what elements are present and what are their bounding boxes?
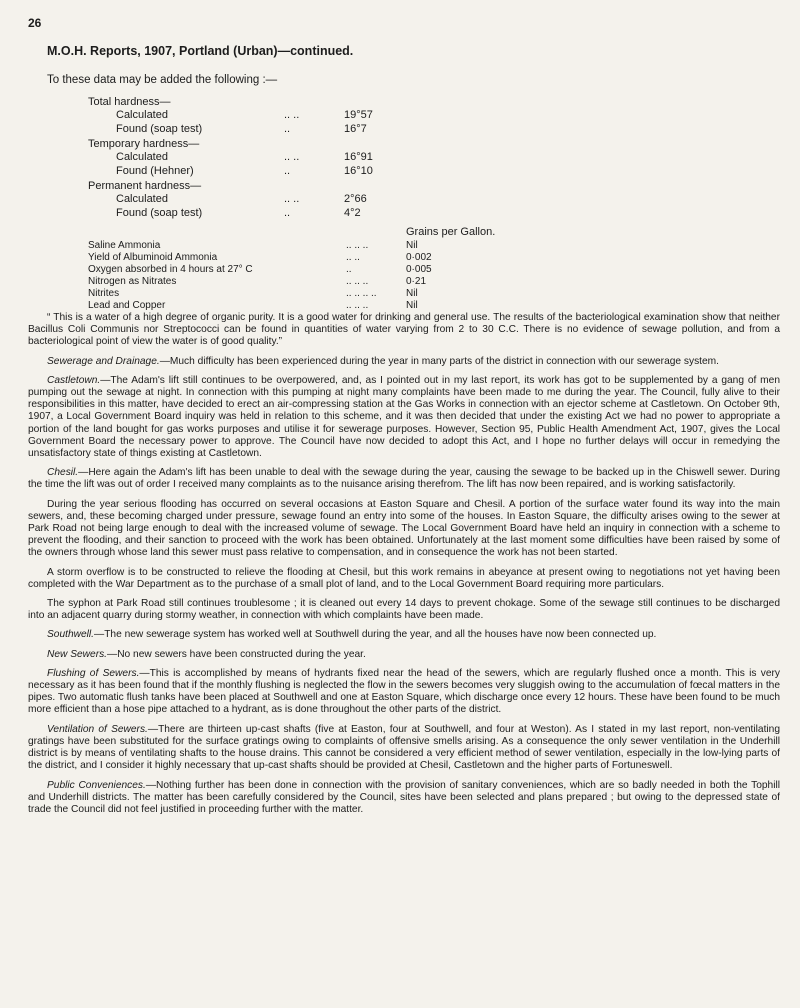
hardness-label: Found (soap test)	[116, 122, 203, 135]
hardness-table	[88, 96, 780, 220]
hardness-value: 2°66	[344, 193, 367, 205]
analysis-row	[88, 240, 780, 252]
hardness-row	[88, 193, 780, 207]
analysis-row	[88, 252, 780, 264]
leader-dots: .. ..	[284, 109, 300, 121]
analysis-label: Yield of Albuminoid Ammonia	[88, 252, 218, 263]
hardness-row	[88, 165, 780, 179]
analysis-value: 0·005	[406, 264, 432, 275]
paragraph-heading: Southwell.	[47, 629, 95, 641]
paragraph-text: —Here again the Adam's lift has been unable to deal with the sewage during the year, causing the sewage to be backed up in the Chiswell sewer. During the time the lift was out of order I received many complaints as to the nuisance arising therefrom. The lift has now been repaired, and is working satisfactorily.	[28, 467, 780, 491]
new-sewers-paragraph	[28, 649, 780, 661]
hardness-row	[88, 207, 780, 221]
hardness-value: 16°10	[344, 164, 373, 177]
paragraph-text: The syphon at Park Road still continues troublesome ; it is cleaned out every 14 days to prevent chokage. Some of the sewage still continues to be discharged into an adjacent quarry during stormy weather, in connection with which complaints have been made.	[28, 598, 780, 622]
ventilation-paragraph	[28, 724, 780, 773]
paragraph-text: —Nothing further has been done in connection with the provision of sanitary conveniences, which are so badly needed in both the Tophill and Underhill districts. The matter has been carefully considered by the Council, sites have been selected and plans prepared ; but owing to the depressed state of trade the Council did not feel justified in proceeding further with the matter.	[28, 779, 780, 815]
document-page	[28, 16, 780, 823]
hardness-label: Found (Hehner)	[116, 164, 194, 177]
analysis-label: Saline Ammonia	[88, 240, 161, 251]
intro-text: To these data may be added the following :—	[47, 74, 278, 86]
analysis-label: Lead and Copper	[88, 300, 166, 311]
leader-dots: .. ..	[284, 193, 300, 205]
analysis-value: 0·21	[406, 276, 427, 287]
analysis-label: Oxygen absorbed in 4 hours at 27° C	[88, 264, 253, 275]
paragraph-heading: Flushing of Sewers.	[47, 667, 140, 679]
quote-paragraph: “ This is a water of a high degree of organic purity. It is a good water for drinking and general use. The results of the bacteriological examination show that neither Bacillus Coli Communis nor Streptococci can be found in quantities of water varying from 2 to 30 C.C. There is no evidence of sewage pollution, and from a bacteriological point of view the water is of good quality.”	[28, 312, 780, 348]
flushing-paragraph	[28, 668, 780, 717]
hardness-row	[88, 109, 780, 123]
hardness-label: Calculated	[116, 109, 168, 121]
hardness-row	[88, 151, 780, 165]
hardness-value: 16°91	[344, 151, 373, 163]
paragraph-heading: Chesil.	[47, 467, 79, 479]
analysis-value: 0·002	[406, 252, 432, 263]
analysis-table	[88, 240, 780, 312]
leader-dots: ..	[346, 264, 352, 275]
analysis-row	[88, 276, 780, 288]
leader-dots: .. .. .. ..	[346, 288, 377, 299]
permanent-hardness-title: Permanent hardness—	[88, 180, 202, 192]
paragraph-text: —The new sewerage system has worked well at Southwell during the year, and all the houses have now been connected up.	[94, 629, 657, 641]
leader-dots: .. ..	[346, 252, 360, 263]
analysis-row	[88, 300, 780, 312]
hardness-label: Found (soap test)	[116, 206, 203, 219]
paragraph-text: —There are thirteen up-cast shafts (five at Easton, four at Southwell, and four at Weston). As I stated in my last report, non-ventilating gratings have been substituted for the surface gratings owing to complaints of offensive smells arising. As a consequence the only sewer ventilation in the Underhill district is by means of ventilating shafts to the house drains. This cannot be considered a very efficient method of sewer ventilation, especially in the low-lying parts of the district, and I consider it highly necessary that up-cast shafts should be provided at Chesil, Castletown and the higher parts of Fortuneswell.	[28, 723, 781, 772]
paragraph-text: During the year serious flooding has occurred on several occasions at Easton Square and Chesil. A portion of the surface water found its way into the main sewers, and, these becoming charged under pressure, sewage found an entry into some of the houses. In Easton Square, the difficulty arises owing to the sewer at Park Road not being large enough to deal with the increased volume of sewage. The Local Government Board have held an inquiry in connection with a scheme to prevent the flooding, and their sanction to proceed with the work has been obtained. Unfortunately at the last moment some difficulties have been raised by some of the owners through whose land this sewer must pass relative to compensation, and in consequence the work has not been started.	[28, 498, 780, 559]
chesil-paragraph	[28, 467, 780, 491]
grains-per-gallon-header: Grains per Gallon.	[406, 226, 496, 238]
analysis-value: Nil	[406, 300, 418, 311]
running-head: M.O.H. Reports, 1907, Portland (Urban)—continued.	[47, 44, 354, 58]
analysis-value: Nil	[406, 288, 418, 299]
analysis-label: Nitrites	[88, 288, 120, 299]
hardness-label: Calculated	[116, 151, 168, 163]
public-conveniences-paragraph	[28, 780, 780, 817]
leader-dots: .. .. ..	[346, 276, 369, 287]
temporary-hardness-title: Temporary hardness—	[88, 138, 200, 150]
analysis-value: Nil	[406, 240, 418, 251]
leader-dots: ..	[284, 206, 291, 219]
paragraph-heading: Public Conveniences.	[47, 779, 146, 791]
hardness-value: 19°57	[344, 109, 373, 121]
hardness-value: 16°7	[344, 122, 367, 135]
paragraph-heading: Ventilation of Sewers.	[47, 723, 148, 735]
leader-dots: ..	[284, 164, 291, 177]
leader-dots: ..	[284, 122, 291, 135]
hardness-value: 4°2	[344, 206, 361, 219]
paragraph-text: —No new sewers have been constructed during the year.	[107, 648, 366, 660]
hardness-row	[88, 123, 780, 137]
hardness-label: Calculated	[116, 193, 168, 205]
flooding-paragraph	[28, 499, 780, 560]
paragraph-text: —The Adam's lift still continues to be overpowered, and, as I pointed out in my last report, its work has got to be supplemented by a gang of men pumping out the sewage at night. In connection with this pumping at night many complaints have been made to me during the year. The Council, fully alive to their responsibilities in this matter, have decided to erect an air-compressing station at the Gas Works in connection with an ejector scheme at Castletown. On October 9th, 1907, a Local Government Board inquiry was held in relation to this scheme, and it was then decided that under the existing Act we had no power to appropriate a portion of the land bought for gas works purposes and utilise it for sewerage purposes. However, Section 95, Public Health Amendment Act, 1907, gives the Local Government Board the necessary power to approve. The Council have now decided to adopt this Act, and I hope no further delays will occur in remedying the unsatisfactory state of things existing at Castletown.	[28, 374, 780, 460]
leader-dots: .. ..	[284, 151, 300, 163]
leader-dots: .. .. ..	[346, 300, 369, 311]
sewerage-paragraph	[28, 356, 780, 368]
analysis-row	[88, 264, 780, 276]
paragraph-text: —Much difficulty has been experienced during the year in many parts of the district in connection with our sewerage system.	[159, 355, 719, 367]
page-number: 26	[28, 16, 42, 30]
analysis-label: Nitrogen as Nitrates	[88, 276, 177, 287]
syphon-paragraph	[28, 598, 780, 622]
total-hardness-title: Total hardness—	[88, 96, 171, 108]
paragraph-heading: Sewerage and Drainage.	[47, 355, 160, 367]
castletown-paragraph	[28, 375, 780, 460]
analysis-row	[88, 288, 780, 300]
southwell-paragraph	[28, 629, 780, 641]
storm-overflow-paragraph	[28, 567, 780, 591]
paragraph-text: —This is accomplished by means of hydrants fixed near the head of the sewers, which are regularly flushed once a month. This is very necessary as it has been found that if the monthly flushing is neglected the flow in the sewers becomes very sluggish owing to the accumulation of fœcal matters in the pipes. Two automatic flush tanks have been placed at Southwell and one at Easton Square, which discharge once every 12 hours. These have been found to be much more efficient than a hose pipe attached to a hydrant, as is done throughout the other parts of the district.	[28, 667, 780, 716]
leader-dots: .. .. ..	[346, 240, 369, 251]
paragraph-text: A storm overflow is to be constructed to relieve the flooding at Chesil, but this work remains in abeyance at present owing to negotiations not yet having been completed with the War Department as to the purchase of a small plot of land, and to the Local Government Board requiring more particulars.	[28, 566, 780, 590]
paragraph-heading: Castletown.	[47, 374, 101, 386]
paragraph-heading: New Sewers.	[47, 648, 108, 660]
